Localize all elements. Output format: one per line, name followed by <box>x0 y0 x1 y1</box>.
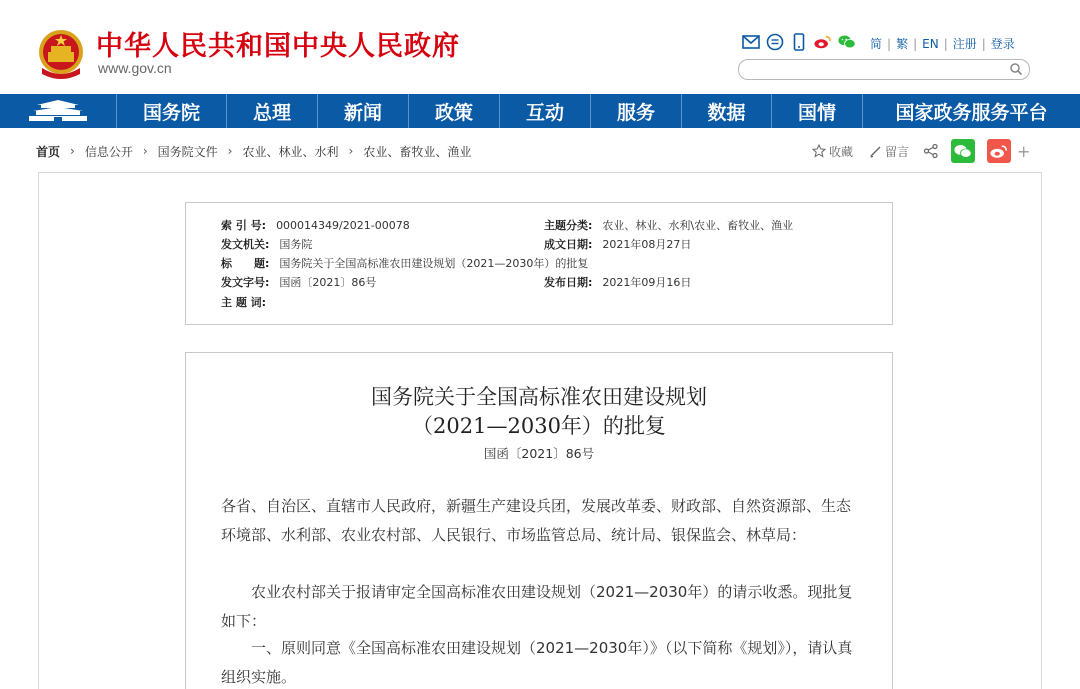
breadcrumb <box>36 141 471 161</box>
meta-row-keywords <box>221 294 276 310</box>
nav-item-state-council[interactable]: 国务院 <box>116 94 226 128</box>
document-addressees: 各省、自治区、直辖市人民政府，新疆生产建设兵团，发展改革委、财政部、自然资源部、生态环境部、水利部、农业农村部、人民银行、市场监管总局、统计局、银保监会、林草局： <box>221 497 852 544</box>
language-links <box>870 35 1015 52</box>
meta-written-label: 成文日期: <box>544 238 593 251</box>
meta-title-label: 标 题: <box>221 257 270 270</box>
share-wechat-button[interactable] <box>951 139 975 163</box>
meta-keywords-label: 主 题 词: <box>221 296 267 309</box>
document-number: 国函〔2021〕86号 <box>483 446 595 461</box>
separator: | <box>887 36 892 51</box>
pen-icon <box>869 145 882 158</box>
meta-issuer-value: 国务院 <box>279 238 313 251</box>
meta-published-value: 2021年09月16日 <box>602 276 692 289</box>
mail-icon[interactable] <box>742 33 760 51</box>
separator: | <box>981 36 986 51</box>
comment-button[interactable] <box>869 143 909 160</box>
meta-index-label: 索 引 号: <box>221 219 267 232</box>
breadcrumb-agriculture[interactable]: 农业、林业、水利 <box>242 144 339 159</box>
wechat-icon[interactable] <box>838 33 856 51</box>
nav-item-data[interactable]: 数据 <box>681 94 771 128</box>
meta-index-value: 000014349/2021-00078 <box>276 218 410 232</box>
nav-item-policy[interactable]: 政策 <box>408 94 499 128</box>
register-link[interactable]: 注册 <box>952 37 977 51</box>
nav-item-interaction[interactable]: 互动 <box>499 94 590 128</box>
star-icon <box>812 144 826 158</box>
meta-row-title <box>221 255 588 271</box>
meta-row-issuer <box>221 236 312 252</box>
chevron-right-icon: › <box>227 144 233 158</box>
site-url[interactable]: www.gov.cn <box>98 60 172 76</box>
document-paragraph-1: 农业农村部关于报请审定全国高标准农田建设规划（2021—2030年）的请示收悉。现批复如下： <box>221 583 853 630</box>
share-weibo-button[interactable] <box>987 139 1011 163</box>
separator: | <box>943 36 948 51</box>
breadcrumb-info-public[interactable]: 信息公开 <box>84 144 133 159</box>
site-title[interactable]: 中华人民共和国中央人民政府 <box>96 31 460 62</box>
meta-row-category <box>544 217 793 233</box>
meta-row-index <box>221 217 410 233</box>
meta-docno-value: 国函〔2021〕86号 <box>279 276 377 289</box>
separator: | <box>913 36 918 51</box>
share-button[interactable] <box>923 143 939 159</box>
main-nav <box>0 94 1080 128</box>
more-share-button[interactable]: + <box>1017 141 1031 161</box>
chevron-right-icon: › <box>348 144 354 158</box>
document-paragraph-2: 一、原则同意《全国高标准农田建设规划（2021—2030年）》（以下简称《规划》），请认真组织实施。 <box>221 639 853 686</box>
nav-item-services[interactable]: 服务 <box>590 94 681 128</box>
meta-category-value: 农业、林业、水利\农业、畜牧业、渔业 <box>602 219 794 232</box>
breadcrumb-farming[interactable]: 农业、畜牧业、渔业 <box>363 144 472 159</box>
meta-row-published-date <box>544 274 691 290</box>
meta-category-label: 主题分类: <box>544 219 593 232</box>
chevron-right-icon: › <box>142 144 148 158</box>
document-meta-table <box>185 202 893 325</box>
document-body <box>185 352 893 689</box>
meta-title-value: 国务院关于全国高标准农田建设规划（2021—2030年）的批复 <box>279 257 589 270</box>
nav-item-national-info[interactable]: 国情 <box>771 94 862 128</box>
favorite-button[interactable] <box>812 143 853 160</box>
breadcrumb-home[interactable]: 首页 <box>36 144 61 159</box>
chevron-right-icon: › <box>70 144 75 158</box>
meta-docno-label: 发文字号: <box>221 276 270 289</box>
search-icon[interactable] <box>1009 62 1023 76</box>
login-link[interactable]: 登录 <box>990 37 1015 51</box>
meta-issuer-label: 发文机关: <box>221 238 270 251</box>
search-input[interactable] <box>749 62 1011 81</box>
tiananmen-icon <box>27 99 89 123</box>
page-tools <box>812 139 1030 163</box>
lang-english-link[interactable]: EN <box>922 36 939 51</box>
search-box <box>738 59 1030 80</box>
mobile-icon[interactable] <box>790 33 808 51</box>
meta-written-value: 2021年08月27日 <box>602 238 692 251</box>
top-icon-bar <box>742 32 856 52</box>
favorite-label: 收藏 <box>829 144 854 159</box>
weibo-icon <box>990 144 1008 159</box>
lang-simplified-link[interactable]: 简 <box>870 37 883 51</box>
breadcrumb-documents[interactable]: 国务院文件 <box>157 144 218 159</box>
national-emblem-icon <box>36 28 86 80</box>
message-icon[interactable] <box>766 33 784 51</box>
lang-traditional-link[interactable]: 繁 <box>896 37 909 51</box>
share-icon <box>923 143 939 159</box>
nav-item-service-platform[interactable]: 国家政务服务平台 <box>862 94 1080 128</box>
weibo-icon[interactable] <box>814 33 832 51</box>
nav-home-button[interactable] <box>0 94 116 128</box>
site-header <box>0 0 1080 94</box>
comment-label: 留言 <box>885 144 910 159</box>
nav-item-premier[interactable]: 总理 <box>226 94 317 128</box>
document-title-line-1: 国务院关于全国高标准农田建设规划 <box>371 385 707 409</box>
wechat-icon <box>954 144 972 159</box>
document-title-line-2: （2021—2030年）的批复 <box>412 414 666 438</box>
meta-row-docno <box>221 274 376 290</box>
meta-row-written-date <box>544 236 691 252</box>
meta-published-label: 发布日期: <box>544 276 593 289</box>
nav-item-news[interactable]: 新闻 <box>317 94 408 128</box>
